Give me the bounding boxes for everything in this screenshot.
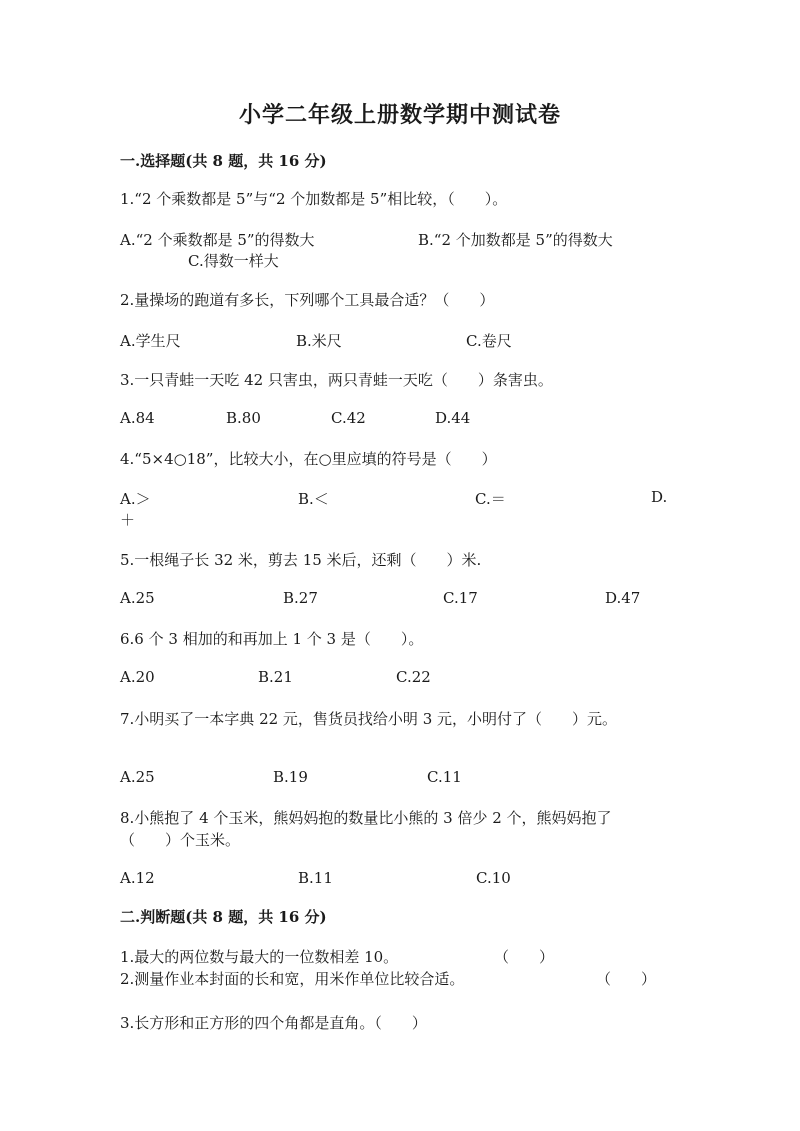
question-4: 4.“5×4○18”，比较大小，在○里应填的符号是（ ） (120, 450, 497, 468)
option-7a: A.25 (120, 768, 155, 786)
question-7: 7.小明买了一本字典 22 元，售货员找给小明 3 元，小明付了（ ）元。 (120, 710, 618, 728)
judge-question-1: 1.最大的两位数与最大的一位数相差 10。 (120, 948, 399, 966)
option-3c: C.42 (331, 409, 366, 427)
option-4a: A.＞ (120, 490, 151, 508)
option-1c: C.得数一样大 (188, 252, 279, 270)
question-1: 1.“2 个乘数都是 5”与“2 个加数都是 5”相比较，（ ）。 (120, 190, 508, 208)
section-heading-judgement: 二.判断题(共 8 题，共 16 分) (120, 908, 327, 926)
option-3b: B.80 (226, 409, 261, 427)
option-5b: B.27 (283, 589, 318, 607)
question-3: 3.一只青蛙一天吃 42 只害虫，两只青蛙一天吃（ ）条害虫。 (120, 371, 553, 389)
option-7b: B.19 (273, 768, 308, 786)
option-2c: C.卷尺 (466, 332, 512, 350)
option-5d: D.47 (605, 589, 641, 607)
option-8c: C.10 (476, 869, 511, 887)
option-8b: B.11 (298, 869, 333, 887)
option-5c: C.17 (443, 589, 478, 607)
option-6c: C.22 (396, 668, 431, 686)
judge-blank-1: （ ） (494, 948, 555, 966)
option-5a: A.25 (120, 589, 155, 607)
judge-blank-2: （ ） (596, 970, 657, 988)
option-6a: A.20 (120, 668, 155, 686)
option-2a: A.学生尺 (120, 332, 181, 350)
option-1a: A.“2 个乘数都是 5”的得数大 (120, 231, 315, 249)
option-4d: D. (651, 488, 668, 506)
option-4b: B.＜ (298, 490, 329, 508)
section-heading-choice: 一.选择题(共 8 题，共 16 分) (120, 152, 327, 170)
judge-question-3: 3.长方形和正方形的四个角都是直角。（ ） (120, 1014, 427, 1032)
option-8a: A.12 (120, 869, 155, 887)
option-3a: A.84 (120, 409, 155, 427)
option-2b: B.米尺 (296, 332, 342, 350)
question-6: 6.6 个 3 相加的和再加上 1 个 3 是（ ）。 (120, 630, 424, 648)
option-4d-symbol: ＋ (120, 511, 136, 529)
option-3d: D.44 (435, 409, 471, 427)
question-8-line2: （ ）个玉米。 (120, 831, 241, 849)
question-8: 8.小熊抱了 4 个玉米，熊妈妈抱的数量比小熊的 3 倍少 2 个，熊妈妈抱了 (120, 809, 612, 827)
question-5: 5.一根绳子长 32 米，剪去 15 米后，还剩（ ）米. (120, 551, 482, 569)
judge-question-2: 2.测量作业本封面的长和宽，用米作单位比较合适。 (120, 970, 465, 988)
option-6b: B.21 (258, 668, 293, 686)
option-1b: B.“2 个加数都是 5”的得数大 (418, 231, 613, 249)
option-4c: C.＝ (475, 490, 506, 508)
page-title: 小学二年级上册数学期中测试卷 (238, 102, 561, 128)
question-2: 2.量操场的跑道有多长，下列哪个工具最合适？（ ） (120, 291, 495, 309)
option-7c: C.11 (427, 768, 462, 786)
